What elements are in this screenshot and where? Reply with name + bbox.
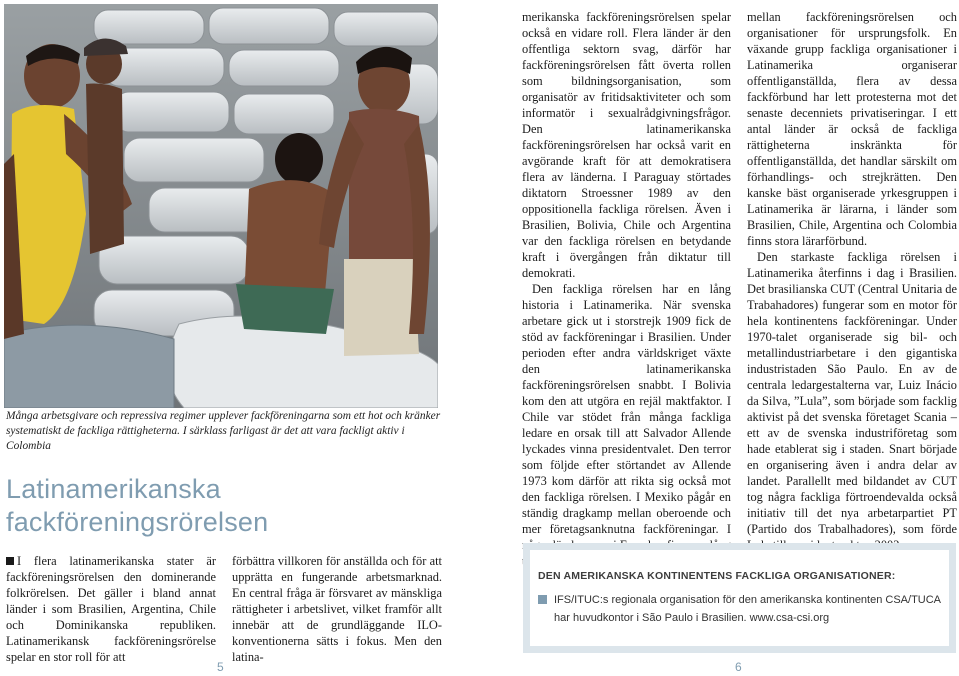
fact-box-line2: har huvudkontor i São Paulo i Brasilien. www.csa-csi.org	[554, 612, 830, 624]
fact-box-item	[538, 591, 941, 627]
fact-box-line1: IFS/ITUC:s regionala organisation för den amerikanska kontinenten CSA/TUCA	[554, 594, 942, 606]
section-title-line1: Latinamerikanska	[6, 474, 221, 504]
section-title	[6, 473, 446, 539]
right-text-column-1	[522, 9, 731, 569]
intro-text: I flera latinamerikanska stater är fackföreningsrörelsen den dominerande folkrörelsen. Det gäller i bland annat länder i som Brasilien, Argentina, Chile och Dominikanska republiken. Latinamerikansk fackföreningsrörelse spelar en stor roll för att	[6, 554, 216, 664]
workers-photo	[4, 4, 438, 408]
body-paragraph: Den starkaste fackliga rörelsen i Latinamerika återfinns i dag i Brasilien. Det brasilianska CUT (Central Unitaria de Trabahadores) fungerar som en motor för hela kontinentens fackföreningar. Under 1970-talet organiserade sig bil- och metallindustriarbetare i den gigantiska industristaden São Paulo. En av de centrala ledargestalterna var, Luiz Inácio da Silva, ”Lula”, som började som facklig aktivist på det svenska företaget Scania – ett av de svenska industriföretag som hade etablerat sig i staden. Snart började en organisering även i andra delar av landet. Parallellt med bildandet av CUT tog några fackliga förtroendevalda också initiativ till det nya arbetarpartiet PT (Partido dos Trabalhadores), som förde	[747, 250, 958, 536]
organizations-fact-box	[523, 543, 956, 653]
fact-box-title: DEN AMERIKANSKA KONTINENTENS FACKLIGA ORGANISATIONER:	[538, 570, 896, 582]
photo-caption: Många arbetsgivare och repressiva regimer upplever fackföreningarna som ett hot och kränker systematiskt de fackliga rättigheterna. I särklass farligast är det att vara fackligt aktiv i Colombia	[6, 410, 441, 452]
right-page	[480, 0, 959, 676]
page-number-left: 5	[217, 660, 224, 674]
section-title-line2: fackföreningsrörelsen	[6, 507, 269, 537]
workers-photo-illustration	[4, 4, 438, 408]
body-paragraph: Den fackliga rörelsen har en lång historia i Latinamerika. När svenska arbetare gick ut i storstrejk 1909 fick de stöd av fackföreningar i Brasilien. Under perioden efter andra världskriget växte den latinamerikanska fackföreningsrörelsen snabbt. I Bolivia kom den att utgöra en rejäl maktfaktor. I Chile var stödet från många fackliga ledare en orsak till att Salvador Allende lyckades vinna presidentvalet. Den terror som följde efter störtandet av Allende 1973 kom därför att rikta sig också mot den fackliga rörelsen. I Mexiko pågår en ständig dragkamp mellan oberoende och mer företagsanknutna fackföreningar. I	[522, 282, 731, 536]
body-paragraph: merikanska fackföreningsrörelsen spelar också en vidare roll. Flera länder är den offentliga sektorn svag, därför har fackföreningsrörelsen fått överta rollen som bildningsorganisation, som organisatör av fritidsaktiviteter och som informatör i sexualrådgivningsfrågor. Den latinamerikanska fackföreningsrörelsen har också varit en avgörande kraft för att demokratisera flera av länderna. I Paraguay störtades diktatorn Stroessner 1989 av den oppositionella fackliga rörelsen. Även i Brasilien, Bolivia, Chile och Argentina var den fackliga rörelsen en betydande kraft i övergången från diktatur till demokrati.	[522, 10, 731, 280]
bullet-square-icon	[538, 595, 547, 604]
section-start-square-icon	[6, 557, 14, 565]
continued-paragraph: förbättra villkoren för anställda och för att upprätta en fungerande arbetsmarknad. En central fråga är försvaret av mänskliga rättigheter i arbetslivet, vilket framför allt innebär att de grundläggande ILO-konventionerna sätts i fokus. Men den latina-	[232, 554, 442, 664]
right-text-column-2	[747, 9, 957, 553]
left-text-column-1	[6, 553, 216, 665]
page-number-right: 6	[735, 660, 742, 674]
left-text-column-2	[232, 553, 442, 665]
intro-paragraph	[6, 553, 216, 665]
fact-box-item-text	[554, 591, 941, 627]
body-paragraph: mellan fackföreningsrörelsen och organisationer för ursprungsfolk. En växande grupp fackliga organisationer i Latinamerika organiserar offentliganställda, flera av dessa fackförbund har lett protesterna mot det senaste decenniets privatiseringar. I ett antal länder är också de fackliga rättigheterna inskränkta för offentliganställda, det handlar särskilt om förhandlings- och strejkrätten. Den kanske bäst organiserade yrkesgruppen i Latinamerika är lärarna, i länder som Brasilien, Chile, Argentina och Colombia finns stora lärarförbund.	[747, 10, 957, 248]
